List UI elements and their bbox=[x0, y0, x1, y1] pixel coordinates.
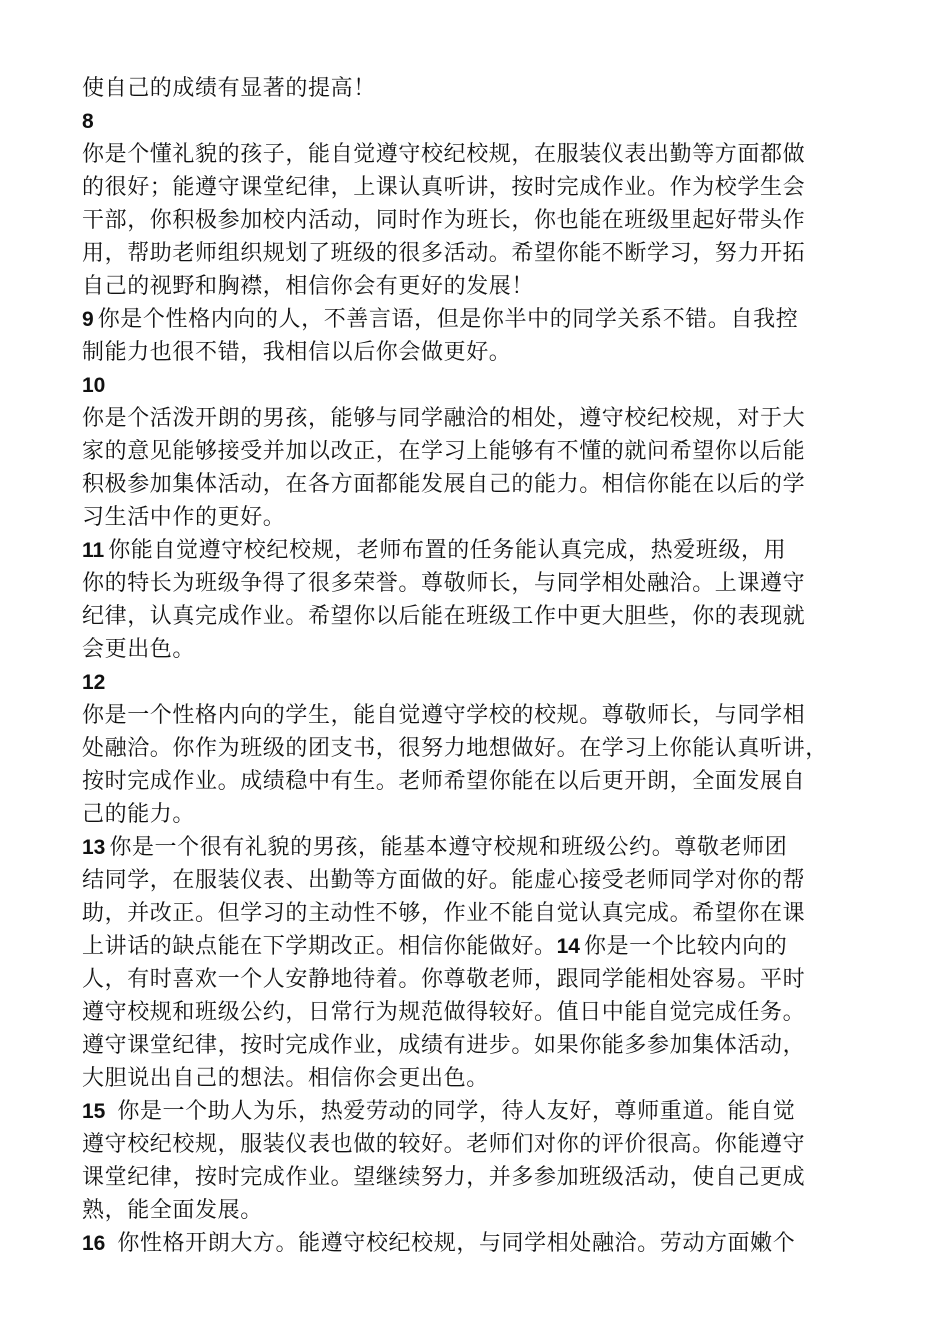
text-span: 你能自觉遵守校纪校规，老师布置的任务能认真完成，热爱班级，用 bbox=[108, 538, 787, 563]
text-line: 用，帮助老师组织规划了班级的很多活动。希望你能不断学习，努力开拓 bbox=[82, 241, 806, 266]
text-line: 遵守校规和班级公约，日常行为规范做得较好。值日中能自觉完成任务。 bbox=[82, 1000, 806, 1025]
comment-number: 11 bbox=[82, 539, 105, 562]
text-line: 遵守课堂纪律，按时完成作业，成绩有进步。如果你能多参加集体活动， bbox=[82, 1033, 806, 1058]
comment-number-10 bbox=[82, 369, 882, 402]
comment-9-line bbox=[82, 303, 882, 336]
comment-number: 10 bbox=[82, 374, 106, 397]
text-span: 上讲话的缺点能在下学期改正。相信你能做好。 bbox=[82, 934, 557, 959]
comment-11-line bbox=[82, 534, 882, 567]
text-span: 你是一个比较内向的 bbox=[583, 934, 788, 959]
text-span: 你是一个助人为乐，热爱劳动的同学，待人友好，尊师重道。能自觉 bbox=[117, 1099, 796, 1124]
text-line: 己的能力。 bbox=[82, 802, 196, 827]
comment-13-line bbox=[82, 831, 882, 864]
text-line: 助，并改正。但学习的主动性不够，作业不能自觉认真完成。希望你在课 bbox=[82, 901, 806, 926]
text-line: 纪律，认真完成作业。希望你以后能在班级工作中更大胆些，你的表现就 bbox=[82, 604, 806, 629]
text-line: 家的意见能够接受并加以改正，在学习上能够有不懂的就问希望你以后能 bbox=[82, 439, 806, 464]
text-line: 你是个活泼开朗的男孩，能够与同学融洽的相处，遵守校纪校规，对于大 bbox=[82, 406, 806, 431]
text-line: 自己的视野和胸襟，相信你会有更好的发展！ bbox=[82, 274, 535, 299]
text-line: 你是个懂礼貌的孩子，能自觉遵守校纪校规，在服装仪表出勤等方面都做 bbox=[82, 142, 806, 167]
text-line: 积极参加集体活动，在各方面都能发展自己的能力。相信你能在以后的学 bbox=[82, 472, 806, 497]
text-line: 使自己的成绩有显著的提高！ bbox=[82, 76, 376, 101]
text-line: 处融洽。你作为班级的团支书，很努力地想做好。在学习上你能认真听讲， bbox=[82, 736, 828, 761]
text-line: 习生活中作的更好。 bbox=[82, 505, 286, 530]
comment-number-12 bbox=[82, 666, 882, 699]
text-line: 遵守校纪校规，服装仪表也做的较好。老师们对你的评价很高。你能遵守 bbox=[82, 1132, 806, 1157]
text-line: 大胆说出自己的想法。相信你会更出色。 bbox=[82, 1066, 489, 1091]
comment-16-line bbox=[82, 1227, 882, 1260]
text-line: 干部，你积极参加校内活动，同时作为班长，你也能在班级里起好带头作 bbox=[82, 208, 806, 233]
comment-number: 8 bbox=[82, 110, 94, 133]
comment-15-line bbox=[82, 1095, 882, 1128]
comment-number: 16 bbox=[82, 1232, 106, 1255]
text-line: 课堂纪律，按时完成作业。望继续努力，并多参加班级活动，使自己更成 bbox=[82, 1165, 806, 1190]
text-line: 的很好；能遵守课堂纪律，上课认真听讲，按时完成作业。作为校学生会 bbox=[82, 175, 806, 200]
comment-number: 12 bbox=[82, 671, 106, 694]
text-line: 熟，能全面发展。 bbox=[82, 1198, 263, 1223]
document-page bbox=[82, 72, 882, 1260]
text-span: 你是个性格内向的人，不善言语，但是你半中的同学关系不错。自我控 bbox=[97, 307, 799, 332]
comment-number: 9 bbox=[82, 308, 94, 331]
comment-number: 13 bbox=[82, 836, 106, 859]
comment-number-8 bbox=[82, 105, 882, 138]
text-line: 你的特长为班级争得了很多荣誉。尊敬师长，与同学相处融洽。上课遵守 bbox=[82, 571, 806, 596]
text-line: 结同学，在服装仪表、出勤等方面做的好。能虚心接受老师同学对你的帮 bbox=[82, 868, 806, 893]
comment-number: 15 bbox=[82, 1100, 106, 1123]
text-line: 制能力也很不错，我相信以后你会做更好。 bbox=[82, 340, 512, 365]
comment-14-line bbox=[82, 930, 882, 963]
text-line: 按时完成作业。成绩稳中有生。老师希望你能在以后更开朗，全面发展自 bbox=[82, 769, 806, 794]
text-line: 人，有时喜欢一个人安静地待着。你尊敬老师，跟同学能相处容易。平时 bbox=[82, 967, 806, 992]
text-span: 你是一个很有礼貌的男孩，能基本遵守校规和班级公约。尊敬老师团 bbox=[109, 835, 788, 860]
text-line: 会更出色。 bbox=[82, 637, 196, 662]
text-line: 你是一个性格内向的学生，能自觉遵守学校的校规。尊敬师长，与同学相 bbox=[82, 703, 806, 728]
comment-number: 14 bbox=[556, 935, 580, 958]
text-span: 你性格开朗大方。能遵守校纪校规，与同学相处融洽。劳动方面嫩个 bbox=[117, 1231, 796, 1256]
